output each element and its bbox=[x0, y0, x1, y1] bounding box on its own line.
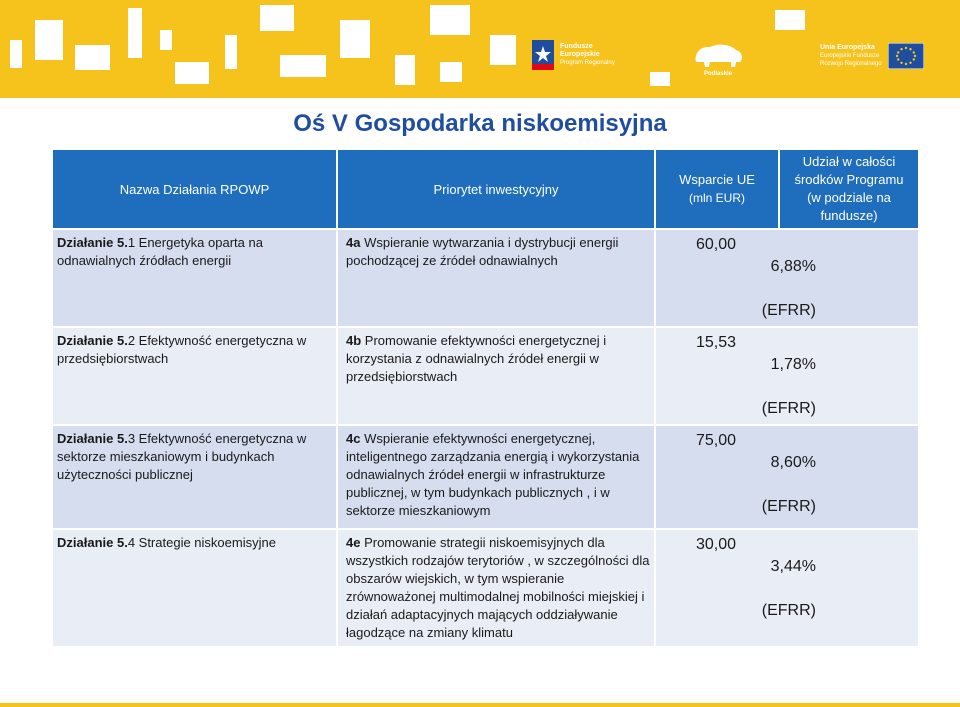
values-cell bbox=[655, 425, 919, 529]
decor-block bbox=[75, 45, 110, 70]
decor-block bbox=[775, 10, 805, 30]
logo-fe-line3: Program Regionalny bbox=[560, 60, 615, 66]
action-name-cell bbox=[52, 229, 337, 327]
actions-table bbox=[51, 148, 920, 648]
table-row bbox=[52, 529, 919, 647]
priority-code: 4b bbox=[346, 333, 362, 348]
share-value: 1,78% bbox=[770, 356, 816, 373]
logo-fe-line2: Europejskie bbox=[560, 51, 600, 58]
action-title: 3 Efektywność energetyczna w sektorze mieszkaniowym i budynkach użyteczności publicznej bbox=[57, 431, 307, 482]
header-support-line1: Wsparcie UE bbox=[679, 172, 755, 187]
header-share bbox=[779, 149, 919, 229]
header-support bbox=[655, 149, 779, 229]
priority-code: 4e bbox=[346, 535, 361, 550]
header-priority: Priorytet inwestycyjny bbox=[337, 149, 655, 229]
action-name-cell bbox=[52, 529, 337, 647]
action-title: 2 Efektywność energetyczna w przedsiębiorstwach bbox=[57, 333, 307, 366]
decor-block bbox=[260, 5, 294, 31]
decor-block bbox=[175, 62, 209, 84]
decor-block bbox=[340, 20, 370, 58]
share-value: 3,44% bbox=[770, 558, 816, 575]
logo-eu-line1: Unia Europejska bbox=[820, 44, 875, 51]
decor-block bbox=[280, 55, 326, 77]
priority-text: Promowanie efektywności energetycznej i korzystania z odnawialnych źródeł energii w przedsiębiorstwach bbox=[346, 333, 607, 384]
priority-text: Wspieranie efektywności energetycznej, inteligentnego zarządzania energią i wykorzystania odnawialnych źródeł energii w infrastrukturze publicznej, w tym budynkach publicznych , i w sektorze mieszkaniowym bbox=[346, 431, 640, 518]
decor-block bbox=[225, 35, 237, 69]
logo-fe-line1: Fundusze bbox=[560, 43, 593, 50]
decor-block bbox=[430, 5, 470, 35]
values-cell bbox=[655, 229, 919, 327]
priority-text: Wspieranie wytwarzania i dystrybucji energii pochodzącej ze źródeł odnawialnych bbox=[346, 235, 619, 268]
action-title: 1 Energetyka oparta na odnawialnych źródłach energii bbox=[57, 235, 263, 268]
table-row bbox=[52, 327, 919, 425]
podlaskie-logo bbox=[690, 42, 746, 78]
support-value: 75,00 bbox=[696, 432, 737, 449]
priority-cell bbox=[337, 229, 655, 327]
logo-eu-line2: Europejskie Fundusze bbox=[820, 53, 880, 59]
footer-stripe bbox=[0, 703, 960, 707]
priority-code: 4c bbox=[346, 431, 361, 446]
decor-block bbox=[10, 40, 22, 68]
header-share-line2: środków Programu bbox=[794, 172, 904, 187]
fund-label: (EFRR) bbox=[761, 602, 816, 619]
action-number: Działanie 5. bbox=[57, 431, 128, 446]
decor-block bbox=[128, 8, 142, 58]
fund-label: (EFRR) bbox=[761, 498, 816, 515]
eu-flag-icon bbox=[888, 43, 924, 69]
action-name-cell bbox=[52, 425, 337, 529]
priority-cell bbox=[337, 327, 655, 425]
decor-block bbox=[440, 62, 462, 82]
share-value: 6,88% bbox=[770, 258, 816, 275]
support-value: 15,53 bbox=[696, 334, 737, 351]
table-header-row bbox=[52, 149, 919, 229]
header-name: Nazwa Działania RPOWP bbox=[52, 149, 337, 229]
fund-label: (EFRR) bbox=[761, 400, 816, 417]
eu-funds-star-icon bbox=[532, 40, 554, 70]
logo-eu-line3: Rozwoju Regionalnego bbox=[820, 61, 882, 67]
support-value: 30,00 bbox=[696, 536, 737, 553]
header-banner bbox=[0, 0, 960, 98]
priority-code: 4a bbox=[346, 235, 361, 250]
support-value: 60,00 bbox=[696, 236, 737, 253]
priority-cell bbox=[337, 529, 655, 647]
decor-block bbox=[160, 30, 172, 50]
share-value: 8,60% bbox=[770, 454, 816, 471]
action-number: Działanie 5. bbox=[57, 235, 128, 250]
decor-block bbox=[395, 55, 415, 85]
decor-block bbox=[490, 35, 516, 65]
priority-cell bbox=[337, 425, 655, 529]
action-number: Działanie 5. bbox=[57, 535, 128, 550]
action-name-cell bbox=[52, 327, 337, 425]
bison-icon bbox=[690, 42, 746, 68]
values-cell bbox=[655, 529, 919, 647]
header-share-line4: fundusze) bbox=[820, 208, 878, 223]
table-row bbox=[52, 425, 919, 529]
decor-block bbox=[650, 72, 670, 86]
logo-region: Podlaskie bbox=[703, 71, 732, 77]
priority-text: Promowanie strategii niskoemisyjnych dla wszystkich rodzajów terytoriów , w szczególności dla obszarów wiejskich, w tym wspieranie zrównoważonej multimodalnej mobilności miejskiej i działań adaptacyjnych mających oddziaływanie łagodzące na zmiany klimatu bbox=[346, 535, 650, 640]
eu-logo bbox=[820, 43, 924, 69]
fund-label: (EFRR) bbox=[761, 302, 816, 319]
action-number: Działanie 5. bbox=[57, 333, 128, 348]
header-share-line3: (w podziale na bbox=[807, 190, 891, 205]
action-title: 4 Strategie niskoemisyjne bbox=[127, 535, 276, 550]
header-share-line1: Udział w całości bbox=[802, 154, 896, 169]
page-title: Oś V Gospodarka niskoemisyjna bbox=[293, 110, 667, 137]
table-row bbox=[52, 229, 919, 327]
values-cell bbox=[655, 327, 919, 425]
header-support-line2: (mln EUR) bbox=[689, 191, 745, 205]
decor-block bbox=[35, 20, 63, 60]
fundusze-europejskie-logo bbox=[532, 40, 615, 70]
